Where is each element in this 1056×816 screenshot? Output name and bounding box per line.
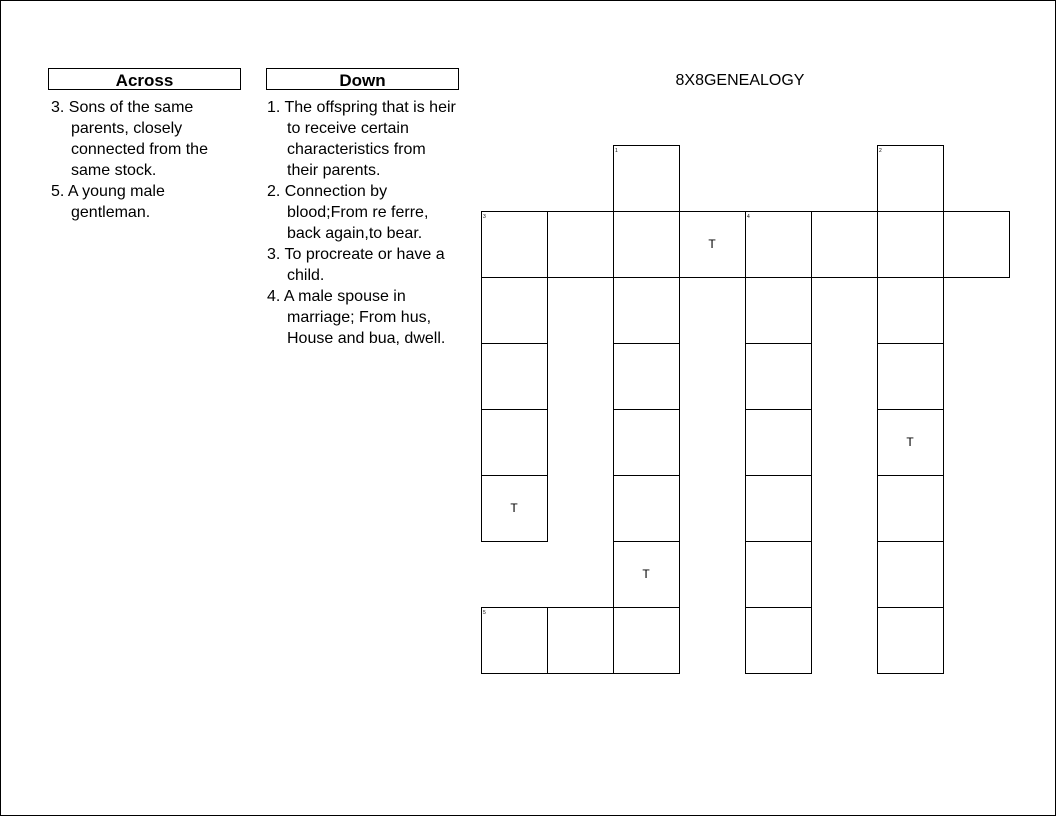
grid-cell[interactable] bbox=[878, 212, 944, 278]
grid-cell[interactable] bbox=[746, 410, 812, 476]
grid-cell[interactable] bbox=[614, 146, 680, 212]
grid-cell[interactable] bbox=[482, 344, 548, 410]
grid-cell[interactable] bbox=[812, 212, 878, 278]
down-clue: 3. To procreate or have a child. bbox=[267, 246, 445, 284]
grid-cell[interactable] bbox=[878, 476, 944, 542]
grid-cell[interactable] bbox=[482, 476, 548, 542]
grid-cell[interactable] bbox=[614, 410, 680, 476]
grid-cell[interactable] bbox=[878, 344, 944, 410]
cell-number: 4 bbox=[747, 214, 750, 220]
grid-cell[interactable] bbox=[944, 212, 1010, 278]
grid-cell[interactable] bbox=[746, 212, 812, 278]
grid-cell[interactable] bbox=[614, 278, 680, 344]
grid-cell[interactable] bbox=[482, 212, 548, 278]
grid-cell[interactable] bbox=[548, 608, 614, 674]
cell-number: 5 bbox=[483, 610, 486, 616]
down-clue: 2. Connection by blood;From re ferre, back again,to bear. bbox=[267, 183, 429, 242]
grid-cell[interactable] bbox=[614, 476, 680, 542]
down-clue: 4. A male spouse in marriage; From hus, House and bua, dwell. bbox=[267, 288, 446, 347]
cell-letter: T bbox=[708, 237, 716, 251]
grid-cell[interactable] bbox=[878, 542, 944, 608]
grid-cell[interactable] bbox=[878, 146, 944, 212]
grid-cell[interactable] bbox=[482, 608, 548, 674]
grid-cell[interactable] bbox=[680, 212, 746, 278]
grid-cell[interactable] bbox=[614, 212, 680, 278]
grid-cell[interactable] bbox=[548, 212, 614, 278]
across-clue: 5. A young male gentleman. bbox=[51, 183, 165, 221]
grid-cell[interactable] bbox=[746, 542, 812, 608]
cell-letter: T bbox=[906, 435, 914, 449]
puzzle-title: 8X8GENEALOGY bbox=[675, 72, 805, 89]
down-clue: 1. The offspring that is heir to receive certain characteristics from their parents. bbox=[267, 99, 456, 179]
grid-cell[interactable] bbox=[878, 608, 944, 674]
cell-number: 3 bbox=[483, 214, 486, 220]
cell-letter: T bbox=[510, 501, 518, 515]
grid-cell[interactable] bbox=[746, 278, 812, 344]
cell-letter: T bbox=[642, 567, 650, 581]
across-clue: 3. Sons of the same parents, closely connected from the same stock. bbox=[51, 99, 208, 179]
cell-number: 2 bbox=[879, 148, 882, 154]
grid-cell[interactable] bbox=[482, 410, 548, 476]
grid-cell[interactable] bbox=[482, 278, 548, 344]
grid-cell[interactable] bbox=[614, 542, 680, 608]
down-heading: Down bbox=[266, 68, 459, 90]
grid-cell[interactable] bbox=[746, 344, 812, 410]
across-heading: Across bbox=[48, 68, 241, 90]
grid-cell[interactable] bbox=[746, 476, 812, 542]
grid-cell[interactable] bbox=[878, 410, 944, 476]
cell-number: 1 bbox=[615, 148, 618, 154]
grid-cell[interactable] bbox=[878, 278, 944, 344]
grid-cell[interactable] bbox=[614, 344, 680, 410]
grid-cell[interactable] bbox=[746, 608, 812, 674]
grid-cell[interactable] bbox=[614, 608, 680, 674]
